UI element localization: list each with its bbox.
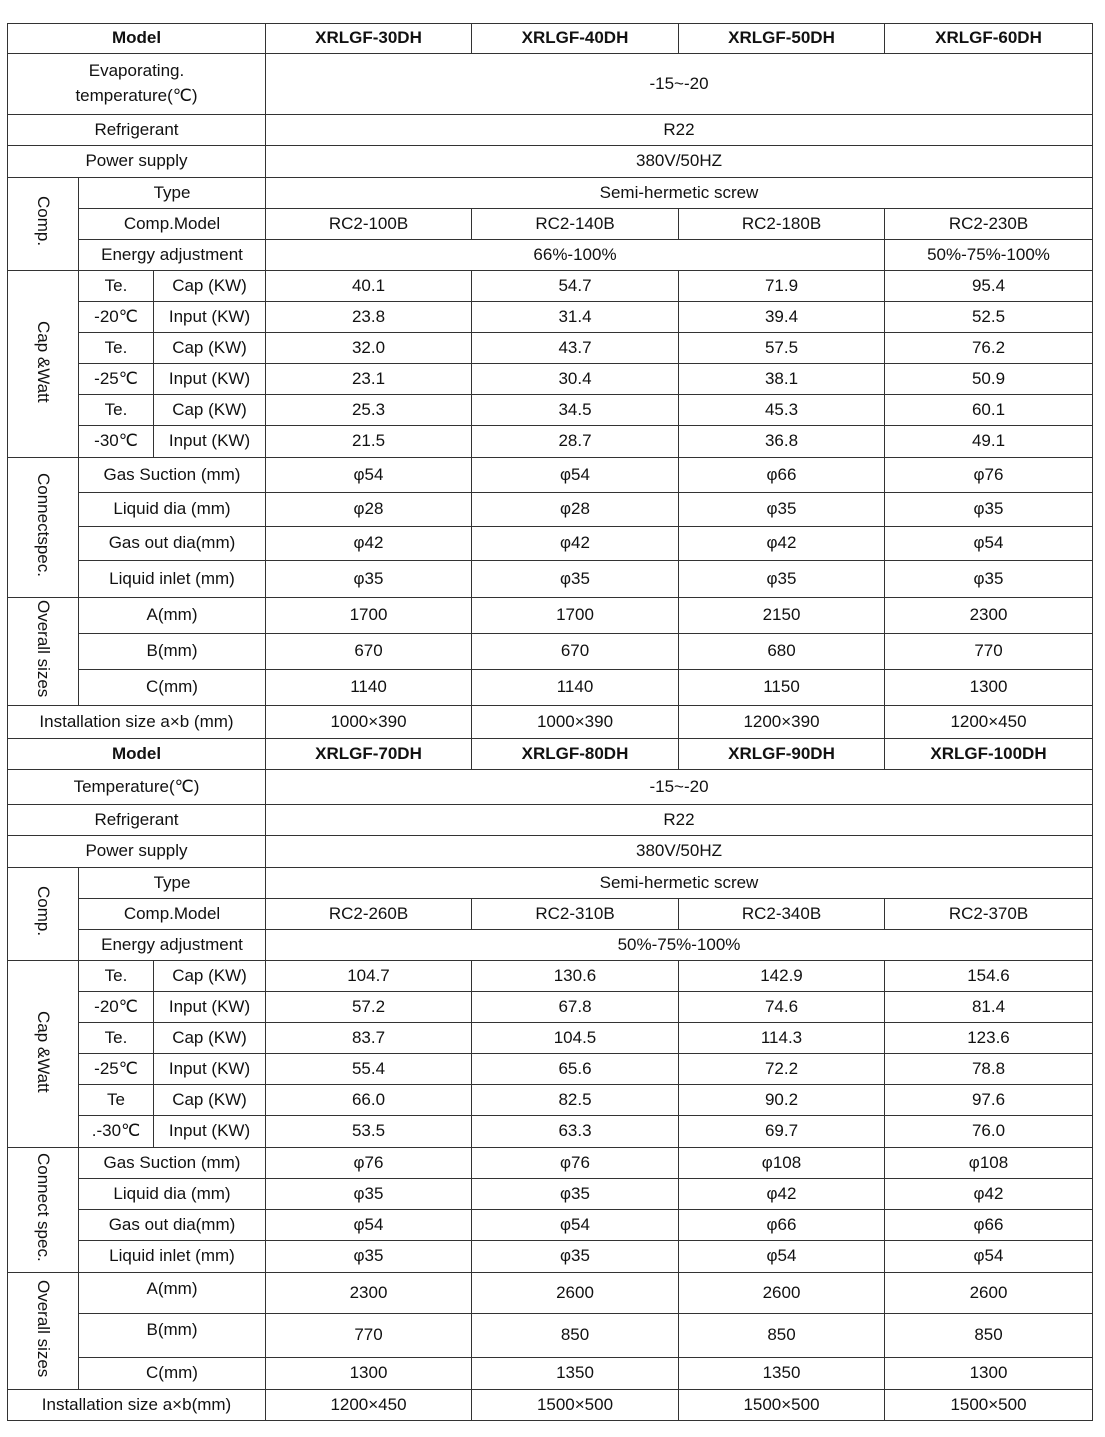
cap-value: 130.6 xyxy=(472,961,679,992)
temperature-value: -15~-20 xyxy=(266,770,1093,805)
size-a-label: A(mm) xyxy=(79,1273,266,1314)
comp-group-label: Comp. xyxy=(8,868,79,961)
gas-suction-label: Gas Suction (mm) xyxy=(79,458,266,493)
gas-suction-row xyxy=(8,1148,1093,1179)
te-label: Te. xyxy=(79,395,154,426)
size-b-row xyxy=(8,1314,1093,1358)
input-value: 81.4 xyxy=(885,992,1093,1023)
liquid-inlet-value: φ35 xyxy=(266,561,472,598)
input-value: 65.6 xyxy=(472,1054,679,1085)
gas-out-label: Gas out dia(mm) xyxy=(79,527,266,561)
model-name: XRLGF-80DH xyxy=(472,739,679,770)
input-row xyxy=(8,1116,1093,1148)
cap-label: Cap (KW) xyxy=(154,395,266,426)
model-name: XRLGF-70DH xyxy=(266,739,472,770)
gas-out-row xyxy=(8,527,1093,561)
cap-row xyxy=(8,1085,1093,1116)
installation-size-value: 1500×500 xyxy=(679,1390,885,1421)
cap-value: 104.5 xyxy=(472,1023,679,1054)
size-a-value: 2300 xyxy=(885,598,1093,634)
cap-label: Cap (KW) xyxy=(154,1023,266,1054)
cap-value: 83.7 xyxy=(266,1023,472,1054)
te-temp-label: -25℃ xyxy=(79,364,154,395)
size-b-value: 770 xyxy=(266,1314,472,1358)
size-b-value: 680 xyxy=(679,634,885,670)
cap-value: 82.5 xyxy=(472,1085,679,1116)
liquid-dia-row xyxy=(8,493,1093,527)
size-c-row xyxy=(8,1358,1093,1390)
power-supply-value: 380V/50HZ xyxy=(266,836,1093,868)
input-label: Input (KW) xyxy=(154,426,266,458)
refrigerant-value: R22 xyxy=(266,115,1093,146)
evaporating-temperature-row xyxy=(8,54,1093,115)
installation-size-row xyxy=(8,706,1093,739)
comp-model-value: RC2-340B xyxy=(679,899,885,930)
comp-model-value: RC2-310B xyxy=(472,899,679,930)
comp-model-value: RC2-180B xyxy=(679,209,885,240)
size-a-row xyxy=(8,1273,1093,1314)
gas-suction-value: φ108 xyxy=(885,1148,1093,1179)
input-row xyxy=(8,1054,1093,1085)
comp-model-value: RC2-140B xyxy=(472,209,679,240)
comp-type-row xyxy=(8,178,1093,209)
installation-size-value: 1500×500 xyxy=(885,1390,1093,1421)
refrigerant-label: Refrigerant xyxy=(8,805,266,836)
te-label: Te. xyxy=(79,961,154,992)
size-b-value: 670 xyxy=(472,634,679,670)
size-c-value: 1300 xyxy=(266,1358,472,1390)
model-name: XRLGF-60DH xyxy=(885,24,1093,54)
liquid-dia-value: φ35 xyxy=(472,1179,679,1210)
comp-model-label: Comp.Model xyxy=(79,899,266,930)
model-name: XRLGF-40DH xyxy=(472,24,679,54)
installation-size-row xyxy=(8,1390,1093,1421)
installation-size-value: 1200×450 xyxy=(885,706,1093,739)
gas-suction-value: φ108 xyxy=(679,1148,885,1179)
model-name: XRLGF-50DH xyxy=(679,24,885,54)
size-b-value: 670 xyxy=(266,634,472,670)
te-label: Te. xyxy=(79,1023,154,1054)
cap-value: 97.6 xyxy=(885,1085,1093,1116)
refrigerant-row xyxy=(8,115,1093,146)
input-value: 50.9 xyxy=(885,364,1093,395)
cap-value: 34.5 xyxy=(472,395,679,426)
input-value: 23.8 xyxy=(266,302,472,333)
power-supply-value: 380V/50HZ xyxy=(266,146,1093,178)
cap-value: 154.6 xyxy=(885,961,1093,992)
size-a-label: A(mm) xyxy=(79,598,266,634)
liquid-dia-value: φ35 xyxy=(266,1179,472,1210)
cap-row xyxy=(8,395,1093,426)
size-c-label: C(mm) xyxy=(79,670,266,706)
input-value: 23.1 xyxy=(266,364,472,395)
energy-adjustment-row xyxy=(8,930,1093,961)
liquid-inlet-value: φ54 xyxy=(679,1241,885,1273)
refrigerant-label: Refrigerant xyxy=(8,115,266,146)
liquid-inlet-label: Liquid inlet (mm) xyxy=(79,561,266,598)
size-c-value: 1300 xyxy=(885,1358,1093,1390)
input-value: 53.5 xyxy=(266,1116,472,1148)
comp-model-value: RC2-230B xyxy=(885,209,1093,240)
gas-out-row xyxy=(8,1210,1093,1241)
comp-model-row xyxy=(8,899,1093,930)
liquid-inlet-label: Liquid inlet (mm) xyxy=(79,1241,266,1273)
gas-suction-value: φ76 xyxy=(472,1148,679,1179)
size-b-value: 850 xyxy=(885,1314,1093,1358)
gas-out-value: φ42 xyxy=(266,527,472,561)
spec-table xyxy=(7,23,1093,1421)
cap-value: 60.1 xyxy=(885,395,1093,426)
comp-model-value: RC2-260B xyxy=(266,899,472,930)
input-value: 30.4 xyxy=(472,364,679,395)
cap-value: 32.0 xyxy=(266,333,472,364)
size-a-value: 2600 xyxy=(885,1273,1093,1314)
cap-row xyxy=(8,333,1093,364)
liquid-dia-value: φ42 xyxy=(679,1179,885,1210)
size-c-value: 1150 xyxy=(679,670,885,706)
liquid-inlet-value: φ35 xyxy=(679,561,885,598)
gas-suction-value: φ54 xyxy=(266,458,472,493)
cap-label: Cap (KW) xyxy=(154,1085,266,1116)
type-label: Type xyxy=(79,868,266,899)
input-value: 28.7 xyxy=(472,426,679,458)
liquid-inlet-value: φ35 xyxy=(885,561,1093,598)
size-b-label: B(mm) xyxy=(79,1314,266,1358)
cap-label: Cap (KW) xyxy=(154,333,266,364)
cap-value: 25.3 xyxy=(266,395,472,426)
input-value: 55.4 xyxy=(266,1054,472,1085)
input-row xyxy=(8,364,1093,395)
gas-out-value: φ54 xyxy=(885,527,1093,561)
cap-value: 40.1 xyxy=(266,271,472,302)
input-value: 69.7 xyxy=(679,1116,885,1148)
cap-value: 43.7 xyxy=(472,333,679,364)
size-c-value: 1350 xyxy=(679,1358,885,1390)
gas-out-value: φ42 xyxy=(679,527,885,561)
installation-size-label: Installation size a×b (mm) xyxy=(8,706,266,739)
size-a-value: 2300 xyxy=(266,1273,472,1314)
cap-value: 142.9 xyxy=(679,961,885,992)
input-value: 67.8 xyxy=(472,992,679,1023)
size-c-value: 1350 xyxy=(472,1358,679,1390)
cap-value: 76.2 xyxy=(885,333,1093,364)
installation-size-value: 1000×390 xyxy=(266,706,472,739)
installation-size-value: 1200×390 xyxy=(679,706,885,739)
comp-group-label: Comp. xyxy=(8,178,79,271)
refrigerant-row xyxy=(8,805,1093,836)
model-name: XRLGF-30DH xyxy=(266,24,472,54)
size-c-value: 1140 xyxy=(266,670,472,706)
size-b-value: 850 xyxy=(472,1314,679,1358)
connect-spec-group-label: Connectspec. xyxy=(8,458,79,598)
type-label: Type xyxy=(79,178,266,209)
liquid-dia-value: φ35 xyxy=(885,493,1093,527)
input-label: Input (KW) xyxy=(154,992,266,1023)
input-label: Input (KW) xyxy=(154,302,266,333)
input-value: 21.5 xyxy=(266,426,472,458)
temperature-row xyxy=(8,770,1093,805)
model-label: Model xyxy=(8,739,266,770)
cap-value: 45.3 xyxy=(679,395,885,426)
input-value: 63.3 xyxy=(472,1116,679,1148)
temperature-label: Temperature(℃) xyxy=(8,770,266,805)
cap-watt-group-label: Cap &Watt xyxy=(8,271,79,458)
size-b-row xyxy=(8,634,1093,670)
te-temp-label: -20℃ xyxy=(79,302,154,333)
size-a-value: 1700 xyxy=(472,598,679,634)
gas-out-value: φ42 xyxy=(472,527,679,561)
gas-suction-row xyxy=(8,458,1093,493)
cap-value: 104.7 xyxy=(266,961,472,992)
size-a-value: 2150 xyxy=(679,598,885,634)
cap-row xyxy=(8,271,1093,302)
gas-suction-value: φ76 xyxy=(266,1148,472,1179)
cap-label: Cap (KW) xyxy=(154,961,266,992)
input-row xyxy=(8,302,1093,333)
comp-type-row xyxy=(8,868,1093,899)
input-value: 74.6 xyxy=(679,992,885,1023)
te-label: Te xyxy=(79,1085,154,1116)
cap-label: Cap (KW) xyxy=(154,271,266,302)
energy-adjustment-value: 66%-100% xyxy=(266,240,885,271)
comp-model-value: RC2-370B xyxy=(885,899,1093,930)
gas-out-label: Gas out dia(mm) xyxy=(79,1210,266,1241)
input-value: 38.1 xyxy=(679,364,885,395)
cap-value: 54.7 xyxy=(472,271,679,302)
cap-value: 95.4 xyxy=(885,271,1093,302)
cap-value: 114.3 xyxy=(679,1023,885,1054)
comp-model-label: Comp.Model xyxy=(79,209,266,240)
liquid-inlet-row xyxy=(8,1241,1093,1273)
model-name: XRLGF-100DH xyxy=(885,739,1093,770)
te-temp-label: .-30℃ xyxy=(79,1116,154,1148)
overall-sizes-group-label: Overall sizes xyxy=(8,1273,79,1390)
size-c-label: C(mm) xyxy=(79,1358,266,1390)
input-value: 76.0 xyxy=(885,1116,1093,1148)
power-supply-label: Power supply xyxy=(8,836,266,868)
cap-row xyxy=(8,1023,1093,1054)
liquid-dia-value: φ28 xyxy=(472,493,679,527)
energy-adjustment-value: 50%-75%-100% xyxy=(885,240,1093,271)
input-row xyxy=(8,992,1093,1023)
cap-row xyxy=(8,961,1093,992)
power-supply-label: Power supply xyxy=(8,146,266,178)
gas-out-value: φ66 xyxy=(885,1210,1093,1241)
cap-watt-group-label: Cap &Watt xyxy=(8,961,79,1148)
size-a-row xyxy=(8,598,1093,634)
input-label: Input (KW) xyxy=(154,1116,266,1148)
cap-value: 66.0 xyxy=(266,1085,472,1116)
gas-suction-value: φ76 xyxy=(885,458,1093,493)
liquid-inlet-value: φ35 xyxy=(266,1241,472,1273)
energy-adjustment-label: Energy adjustment xyxy=(79,240,266,271)
comp-type-value: Semi-hermetic screw xyxy=(266,868,1093,899)
gas-out-value: φ66 xyxy=(679,1210,885,1241)
comp-type-value: Semi-hermetic screw xyxy=(266,178,1093,209)
te-temp-label: -25℃ xyxy=(79,1054,154,1085)
comp-model-row xyxy=(8,209,1093,240)
model-row xyxy=(8,739,1093,770)
cap-value: 123.6 xyxy=(885,1023,1093,1054)
input-value: 78.8 xyxy=(885,1054,1093,1085)
liquid-dia-label: Liquid dia (mm) xyxy=(79,493,266,527)
liquid-inlet-value: φ35 xyxy=(472,1241,679,1273)
size-c-value: 1140 xyxy=(472,670,679,706)
cap-value: 71.9 xyxy=(679,271,885,302)
liquid-dia-label: Liquid dia (mm) xyxy=(79,1179,266,1210)
liquid-dia-row xyxy=(8,1179,1093,1210)
model-label: Model xyxy=(8,24,266,54)
te-temp-label: -20℃ xyxy=(79,992,154,1023)
liquid-dia-value: φ28 xyxy=(266,493,472,527)
energy-adjustment-value: 50%-75%-100% xyxy=(266,930,1093,961)
cap-value: 90.2 xyxy=(679,1085,885,1116)
comp-model-value: RC2-100B xyxy=(266,209,472,240)
gas-suction-label: Gas Suction (mm) xyxy=(79,1148,266,1179)
liquid-inlet-value: φ54 xyxy=(885,1241,1093,1273)
liquid-dia-value: φ35 xyxy=(679,493,885,527)
input-value: 52.5 xyxy=(885,302,1093,333)
input-value: 31.4 xyxy=(472,302,679,333)
cap-value: 57.5 xyxy=(679,333,885,364)
gas-suction-value: φ54 xyxy=(472,458,679,493)
installation-size-value: 1200×450 xyxy=(266,1390,472,1421)
energy-adjustment-row xyxy=(8,240,1093,271)
evaporating-temperature-label: Evaporating. temperature(℃) xyxy=(8,54,266,115)
input-value: 49.1 xyxy=(885,426,1093,458)
size-a-value: 2600 xyxy=(679,1273,885,1314)
size-a-value: 2600 xyxy=(472,1273,679,1314)
installation-size-value: 1000×390 xyxy=(472,706,679,739)
gas-suction-value: φ66 xyxy=(679,458,885,493)
gas-out-value: φ54 xyxy=(472,1210,679,1241)
size-c-row xyxy=(8,670,1093,706)
input-label: Input (KW) xyxy=(154,1054,266,1085)
input-row xyxy=(8,426,1093,458)
power-supply-row xyxy=(8,146,1093,178)
size-a-value: 1700 xyxy=(266,598,472,634)
input-label: Input (KW) xyxy=(154,364,266,395)
model-row xyxy=(8,24,1093,54)
te-temp-label: -30℃ xyxy=(79,426,154,458)
refrigerant-value: R22 xyxy=(266,805,1093,836)
input-value: 39.4 xyxy=(679,302,885,333)
power-supply-row xyxy=(8,836,1093,868)
input-value: 57.2 xyxy=(266,992,472,1023)
overall-sizes-group-label: Overall sizes xyxy=(8,598,79,706)
te-label: Te. xyxy=(79,333,154,364)
connect-spec-group-label: Connect spec. xyxy=(8,1148,79,1273)
energy-adjustment-label: Energy adjustment xyxy=(79,930,266,961)
liquid-inlet-value: φ35 xyxy=(472,561,679,598)
liquid-dia-value: φ42 xyxy=(885,1179,1093,1210)
input-value: 72.2 xyxy=(679,1054,885,1085)
liquid-inlet-row xyxy=(8,561,1093,598)
size-b-label: B(mm) xyxy=(79,634,266,670)
size-c-value: 1300 xyxy=(885,670,1093,706)
evaporating-temperature-value: -15~-20 xyxy=(266,54,1093,115)
installation-size-label: Installation size a×b(mm) xyxy=(8,1390,266,1421)
gas-out-value: φ54 xyxy=(266,1210,472,1241)
model-name: XRLGF-90DH xyxy=(679,739,885,770)
te-label: Te. xyxy=(79,271,154,302)
installation-size-value: 1500×500 xyxy=(472,1390,679,1421)
size-b-value: 770 xyxy=(885,634,1093,670)
input-value: 36.8 xyxy=(679,426,885,458)
size-b-value: 850 xyxy=(679,1314,885,1358)
